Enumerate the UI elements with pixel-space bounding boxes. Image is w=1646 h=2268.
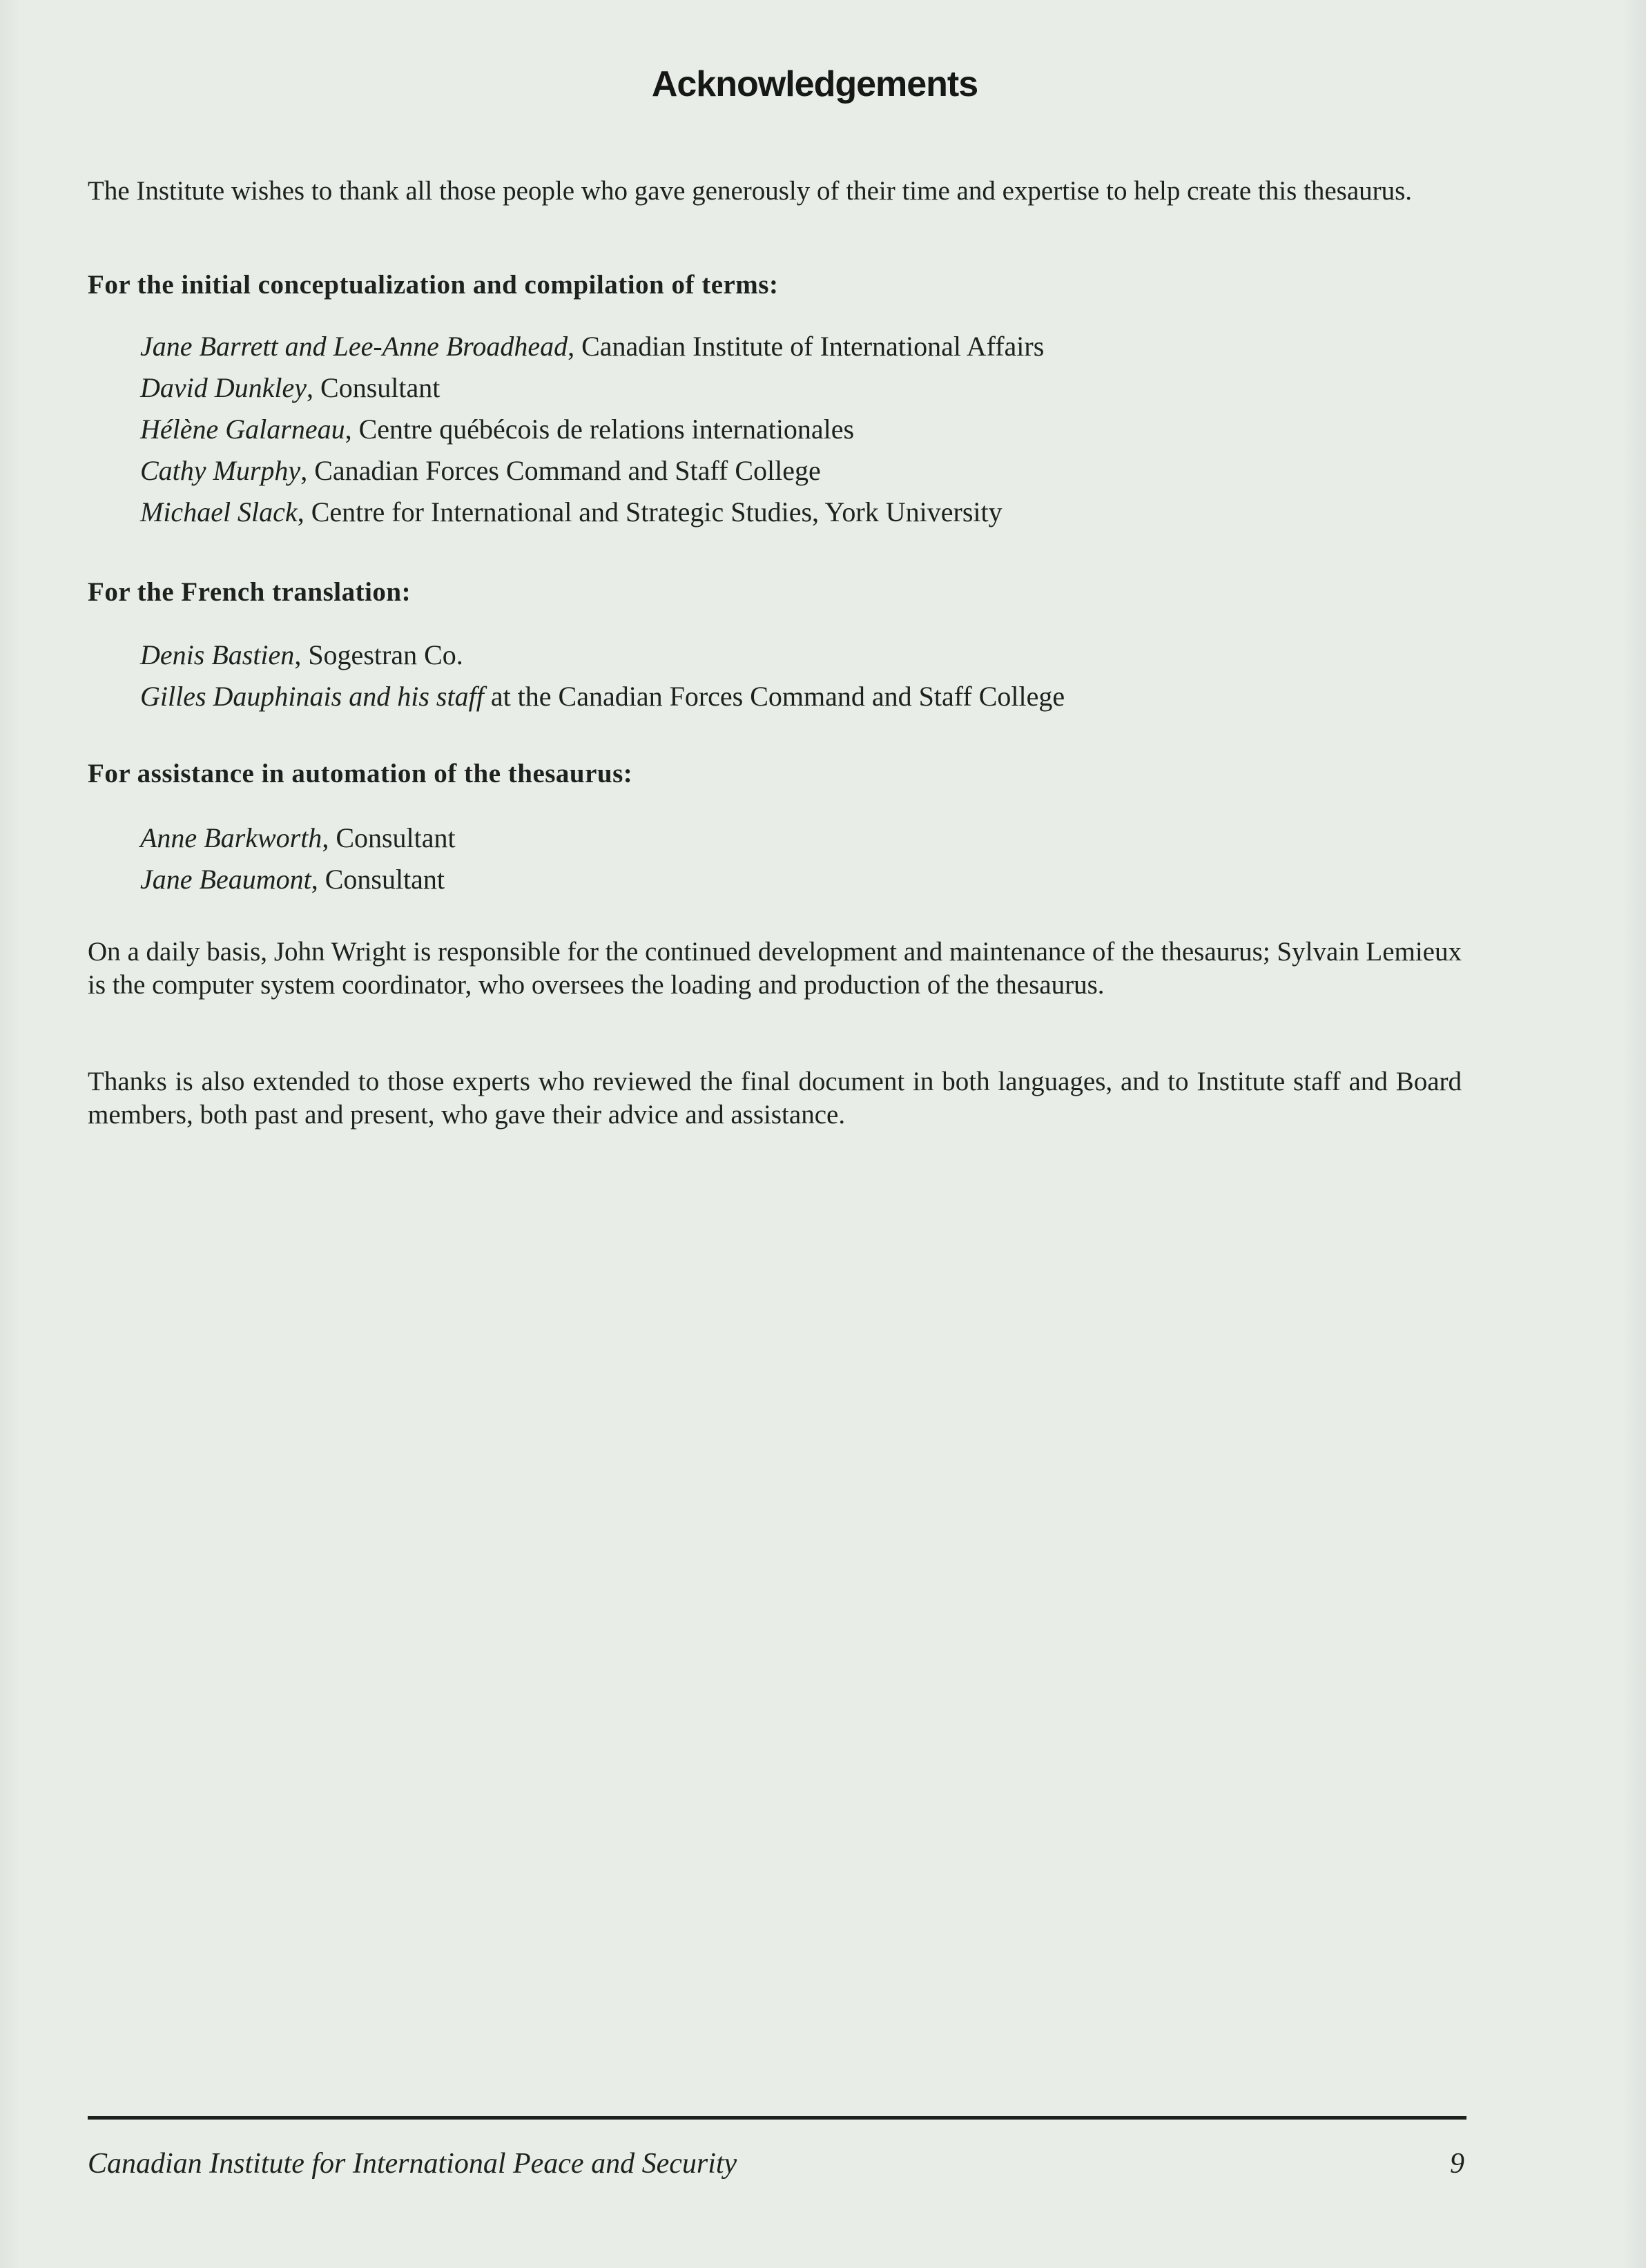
credit-entry	[140, 863, 445, 895]
credit-name: Denis Bastien	[140, 639, 295, 670]
credit-entry	[140, 413, 854, 445]
credit-name: Cathy Murphy	[140, 455, 301, 486]
credit-entry	[140, 822, 456, 854]
intro-paragraph: The Institute wishes to thank all those people who gave generously of their time and expertise to help create this thesaurus.	[88, 176, 1413, 206]
daily-basis-paragraph: On a daily basis, John Wright is responsible for the continued development and maintenance of the thesaurus; Sylvain Lemieux is the computer system coordinator, who oversees the loading and production of the thesaurus.	[88, 937, 1462, 1000]
credit-entry	[140, 639, 463, 671]
credit-entry	[140, 680, 1065, 713]
footer-organization: Canadian Institute for International Peace and Security	[88, 2148, 737, 2180]
footer-rule	[88, 2116, 1466, 2120]
credit-entry	[140, 496, 1003, 528]
credit-affiliation: at the Canadian Forces Command and Staff College	[483, 681, 1065, 712]
credit-affiliation: , Centre for International and Strategic Studies, York University	[297, 496, 1003, 527]
section-heading-translation: For the French translation:	[88, 577, 412, 607]
credit-affiliation: , Sogestran Co.	[294, 639, 463, 670]
credit-name: Hélène Galarneau	[140, 414, 345, 445]
credit-affiliation: , Consultant	[322, 822, 456, 853]
credit-name: Anne Barkworth	[140, 822, 322, 853]
credit-affiliation: , Canadian Forces Command and Staff College	[300, 455, 821, 486]
credit-name: Jane Barrett and Lee-Anne Broadhead	[140, 331, 568, 362]
credit-name: Gilles Dauphinais and his staff	[140, 681, 484, 712]
page-title: Acknowledgements	[651, 64, 978, 104]
thanks-paragraph: Thanks is also extended to those experts who reviewed the final document in both languages, and to Institute staff and Board members, both past and present, who gave their advice and assistance.	[88, 1067, 1462, 1130]
credit-affiliation: , Centre québécois de relations internationales	[345, 414, 855, 445]
credit-name: David Dunkley	[140, 372, 307, 403]
section-heading-compilation: For the initial conceptualization and compilation of terms:	[88, 270, 779, 300]
credit-name: Jane Beaumont	[140, 864, 311, 895]
credit-name: Michael Slack	[140, 496, 298, 527]
section-heading-automation: For assistance in automation of the thesaurus:	[88, 759, 633, 788]
credit-entry	[140, 330, 1044, 362]
credit-affiliation: , Consultant	[307, 372, 440, 403]
page-number: 9	[1450, 2148, 1464, 2180]
credit-affiliation: , Consultant	[311, 864, 445, 895]
credit-entry	[140, 454, 821, 487]
credit-entry	[140, 371, 440, 404]
credit-affiliation: , Canadian Institute of International Affairs	[568, 331, 1045, 362]
